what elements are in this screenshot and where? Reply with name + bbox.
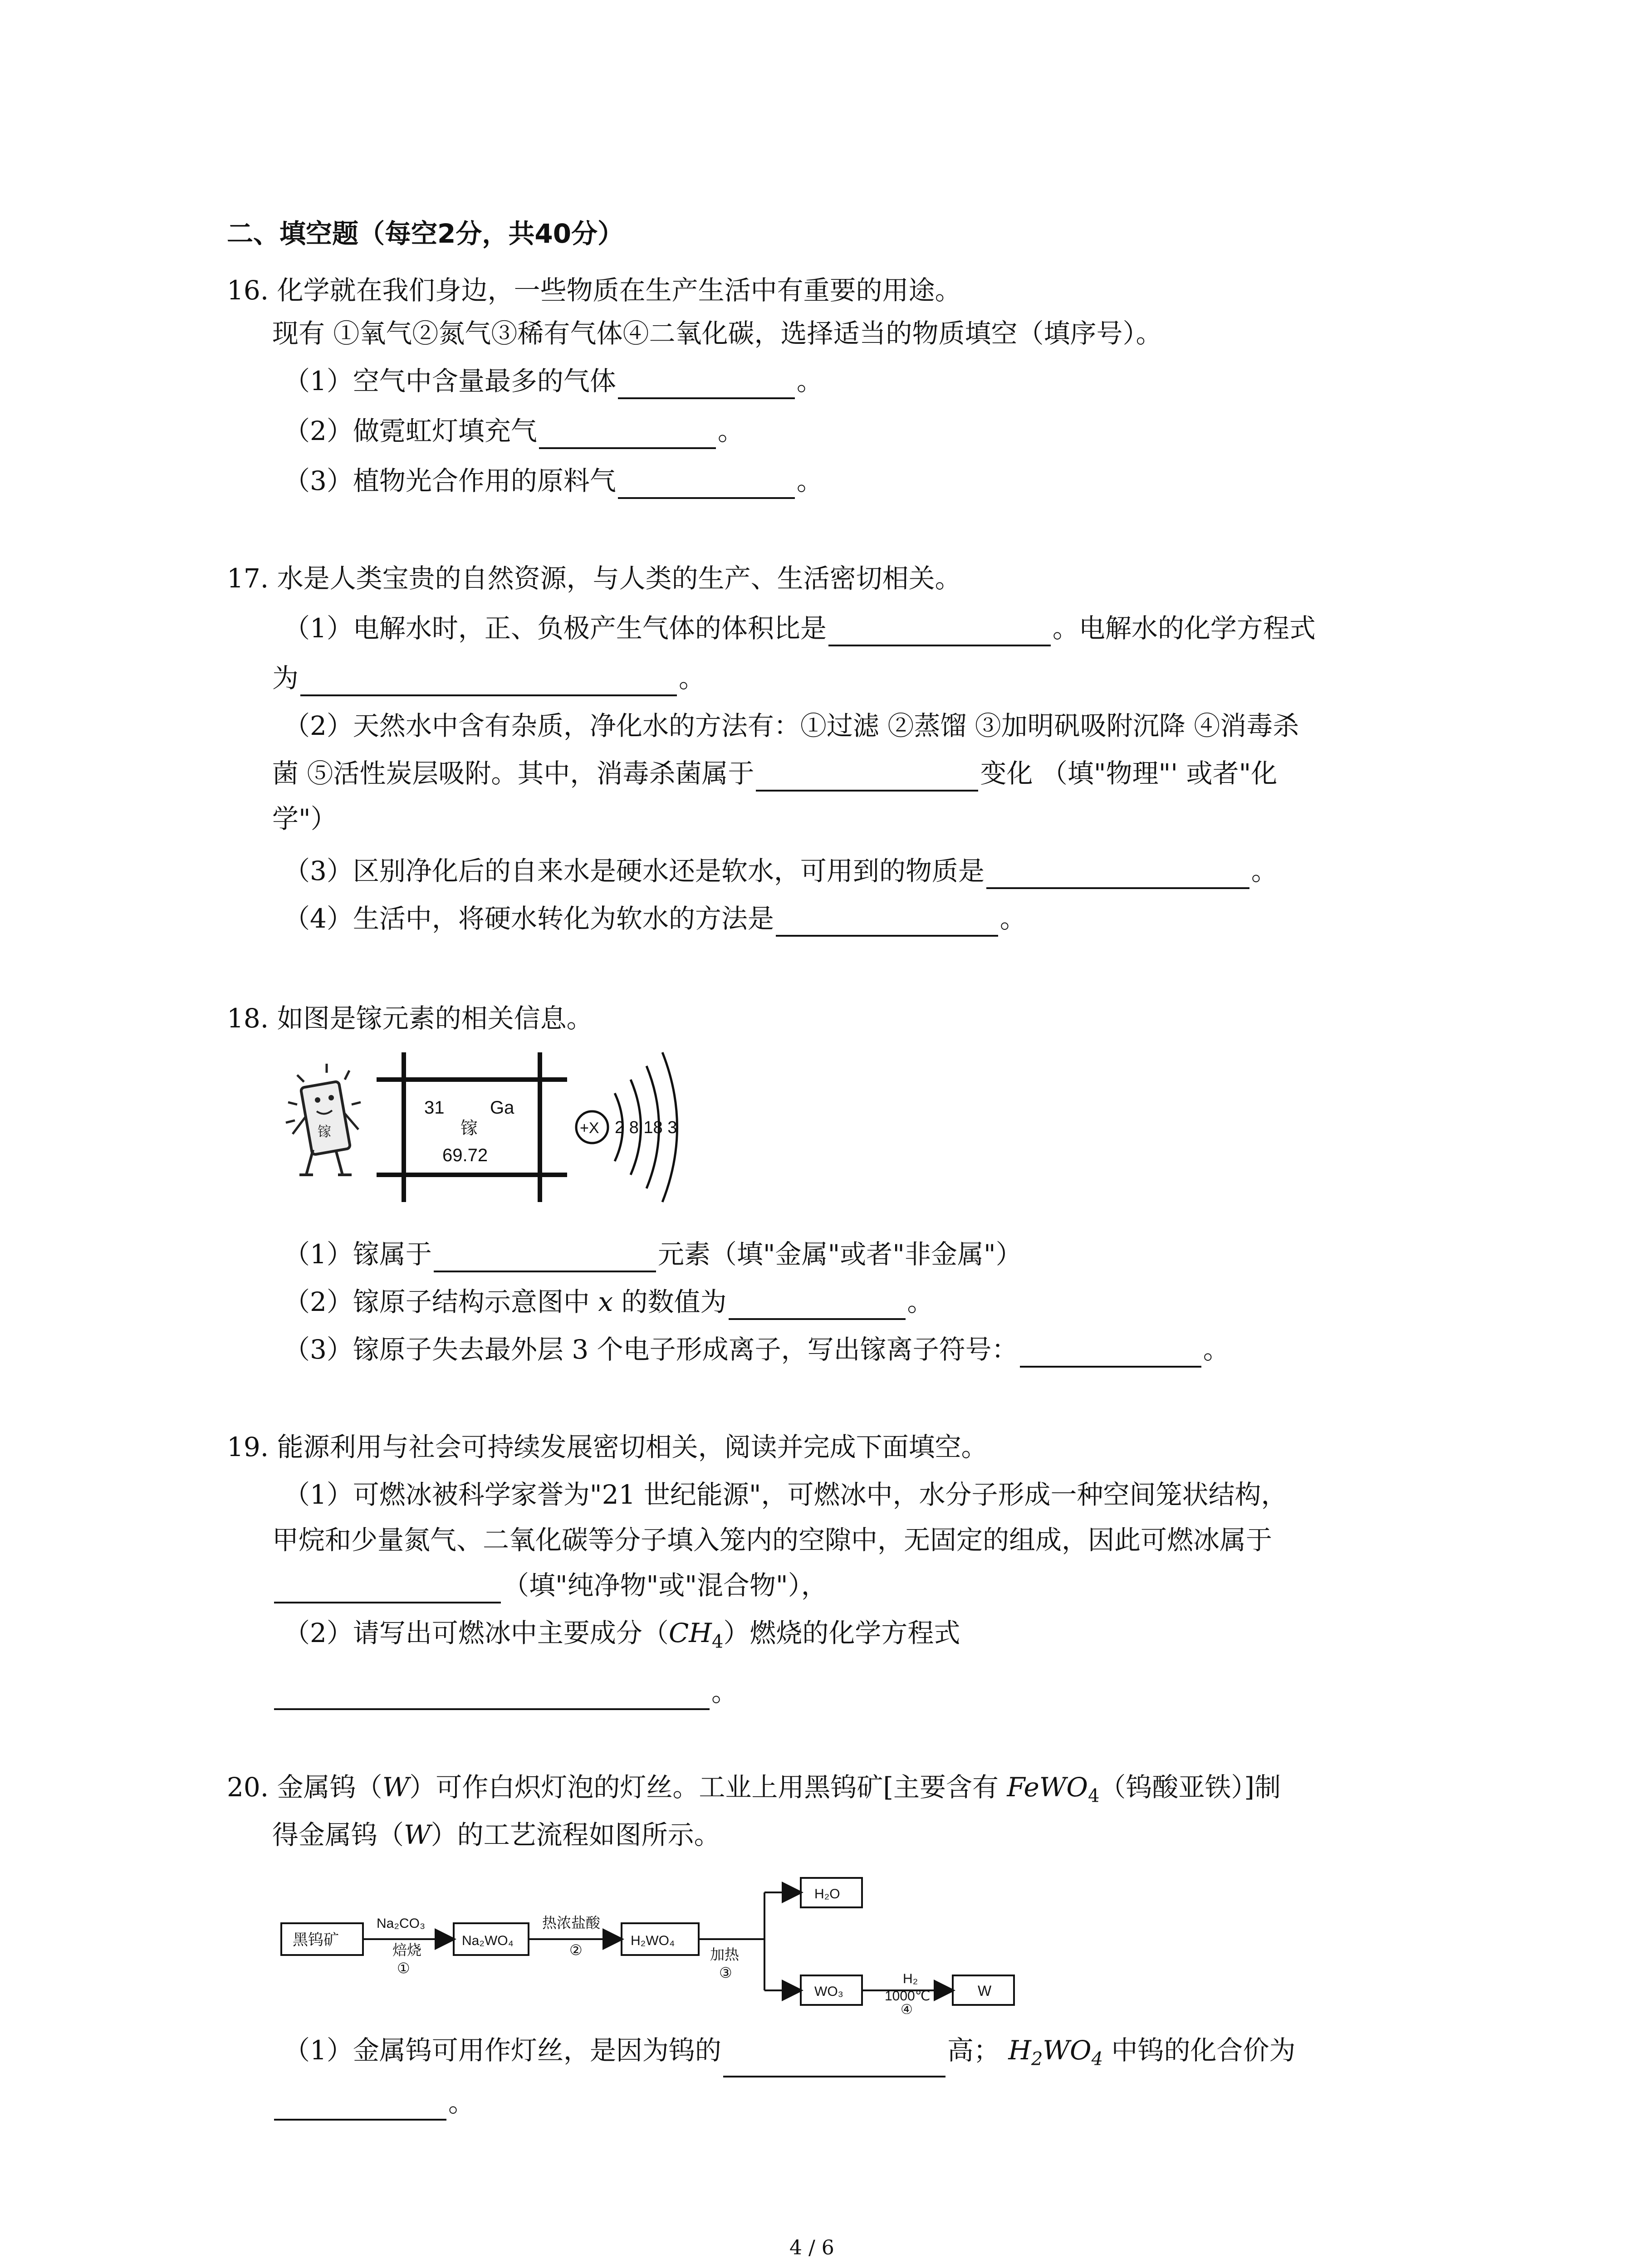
gallium-cartoon-icon	[286, 1064, 361, 1175]
answer-blank[interactable]	[723, 2048, 945, 2077]
q20-stem: 20. 金属钨（W）可作白炽灯泡的灯丝。工业上用黑钨矿[主要含有 FeWO$_4$（钨酸亚铁）]制	[227, 1772, 1281, 1807]
q19-part2: （2）请写出可燃冰中主要成分$(CH_4)$燃烧的化学方程式	[284, 1618, 960, 1652]
flow-box-h2wo4: H₂WO₄	[631, 1933, 675, 1948]
flow-step4-number: ④	[901, 2002, 913, 2014]
tungsten-process-flowchart	[272, 1864, 1043, 2014]
q19-part1-cont: 甲烷和少量氮气、二氧化碳等分子填入笼内的空隙中，无固定的组成，因此可燃冰属于	[272, 1525, 1273, 1555]
q18-part1: （1）镓属于 元素（填"金属"或者"非金属"）	[284, 1236, 1022, 1272]
answer-blank[interactable]	[539, 419, 716, 449]
atomic-mass: 69.72	[442, 1145, 488, 1165]
answer-blank[interactable]	[729, 1290, 906, 1320]
answer-blank[interactable]	[618, 369, 795, 399]
q17-part2: （2）天然水中含有杂质，净化水的方法有：①过滤 ②蒸馏 ③加明矾吸附沉降 ④消毒杀	[284, 710, 1299, 741]
flow-step3-number: ③	[719, 1965, 732, 1981]
element-symbol: Ga	[490, 1098, 514, 1118]
gallium-figure	[272, 1039, 708, 1229]
q16-stem: 16. 化学就在我们身边，一些物质在生产生活中有重要的用途。	[227, 275, 961, 306]
flow-step3-condition: 加热	[710, 1946, 740, 1963]
answer-blank[interactable]	[434, 1242, 656, 1272]
q17-part3: （3）区别净化后的自来水是硬水还是软水，可用到的物质是 。	[284, 853, 1278, 889]
flow-box-ore: 黑钨矿	[293, 1931, 339, 1949]
element-name: 镓	[460, 1119, 478, 1138]
flow-step1-reagent: Na₂CO₃	[377, 1916, 426, 1931]
flow-step1-condition: 焙烧	[392, 1942, 422, 1958]
q17-part4: （4）生活中，将硬水转化为软水的方法是 。	[284, 900, 1026, 937]
cartoon-label: 镓	[318, 1124, 331, 1139]
q17-stem: 17. 水是人类宝贵的自然资源，与人类的生产、生活密切相关。	[227, 563, 961, 594]
answer-blank[interactable]	[756, 762, 978, 792]
q20-part1-cont: 。	[272, 2084, 475, 2121]
nucleus-charge: +X	[580, 1119, 599, 1137]
q19-part1: （1）可燃冰被科学家誉为"21 世纪能源"，可燃冰中，水分子形成一种空间笼状结构，	[284, 1479, 1288, 1510]
q16-options: 现有 ①氧气②氮气③稀有气体④二氧化碳，选择适当的物质填空（填序号）。	[272, 318, 1162, 349]
electron-shells: 2 8 18 3	[615, 1118, 677, 1137]
q19-stem: 19. 能源利用与社会可持续发展密切相关，阅读并完成下面填空。	[227, 1432, 988, 1462]
flow-step4-reagent: H₂	[903, 1971, 918, 1986]
q20-part1: （1）金属钨可用作灯丝，是因为钨的 高； $H_2WO_4$ 中钨的化合价为	[284, 2032, 1295, 2077]
answer-blank[interactable]	[776, 907, 998, 937]
answer-blank[interactable]	[618, 469, 795, 499]
q18-stem: 18. 如图是镓元素的相关信息。	[227, 1003, 593, 1034]
q18-part2: （2）镓原子结构示意图中 x 的数值为 。	[284, 1284, 934, 1320]
q17-part1: （1）电解水时，正、负极产生气体的体积比是 。电解水的化学方程式	[284, 610, 1316, 646]
answer-blank[interactable]	[274, 1574, 501, 1603]
section-title: 二、填空题（每空2分，共40分）	[227, 218, 624, 249]
q16-part1: （1）空气中含量最多的气体 。	[284, 363, 823, 399]
answer-blank[interactable]	[1020, 1338, 1201, 1368]
flow-box-na2wo4: Na₂WO₄	[462, 1933, 514, 1948]
q16-part2: （2）做霓虹灯填充气 。	[284, 413, 744, 449]
q17-part2-end: 学"）	[272, 803, 337, 834]
flow-step1-number: ①	[397, 1960, 410, 1976]
q18-part3: （3）镓原子失去最外层 3 个电子形成离子，写出镓离子符号： 。	[284, 1331, 1230, 1368]
periodic-table-cell	[377, 1052, 567, 1202]
answer-blank[interactable]	[300, 666, 677, 696]
flow-box-wo3: WO₃	[814, 1984, 843, 1999]
flow-box-h2o: H₂O	[814, 1887, 840, 1901]
flow-step2-reagent: 热浓盐酸	[542, 1915, 601, 1931]
flow-step2-number: ②	[569, 1942, 583, 1958]
q20-stem-cont: 得金属钨（W）的工艺流程如图所示。	[272, 1819, 720, 1850]
atomic-number: 31	[424, 1098, 445, 1118]
answer-blank[interactable]	[828, 616, 1051, 646]
answer-blank[interactable]	[986, 859, 1249, 889]
page-number: 4 / 6	[789, 2236, 834, 2259]
q19-part1-end: （填"纯净物"或"混合物"），	[272, 1567, 828, 1603]
q17-part1-cont: 为 。	[272, 660, 705, 696]
flow-step4-condition: 1000℃	[885, 1989, 931, 2004]
q19-part2-answer: 。	[272, 1674, 738, 1710]
q16-part3: （3）植物光合作用的原料气 。	[284, 463, 823, 499]
answer-blank[interactable]	[274, 1680, 710, 1710]
answer-blank[interactable]	[274, 2091, 446, 2121]
q17-part2-cont: 菌 ⑤活性炭层吸附。其中，消毒杀菌属于 变化 （填"物理"' 或者"化	[272, 755, 1277, 792]
flow-box-w: W	[978, 1983, 992, 1999]
atomic-structure-diagram	[576, 1052, 677, 1202]
